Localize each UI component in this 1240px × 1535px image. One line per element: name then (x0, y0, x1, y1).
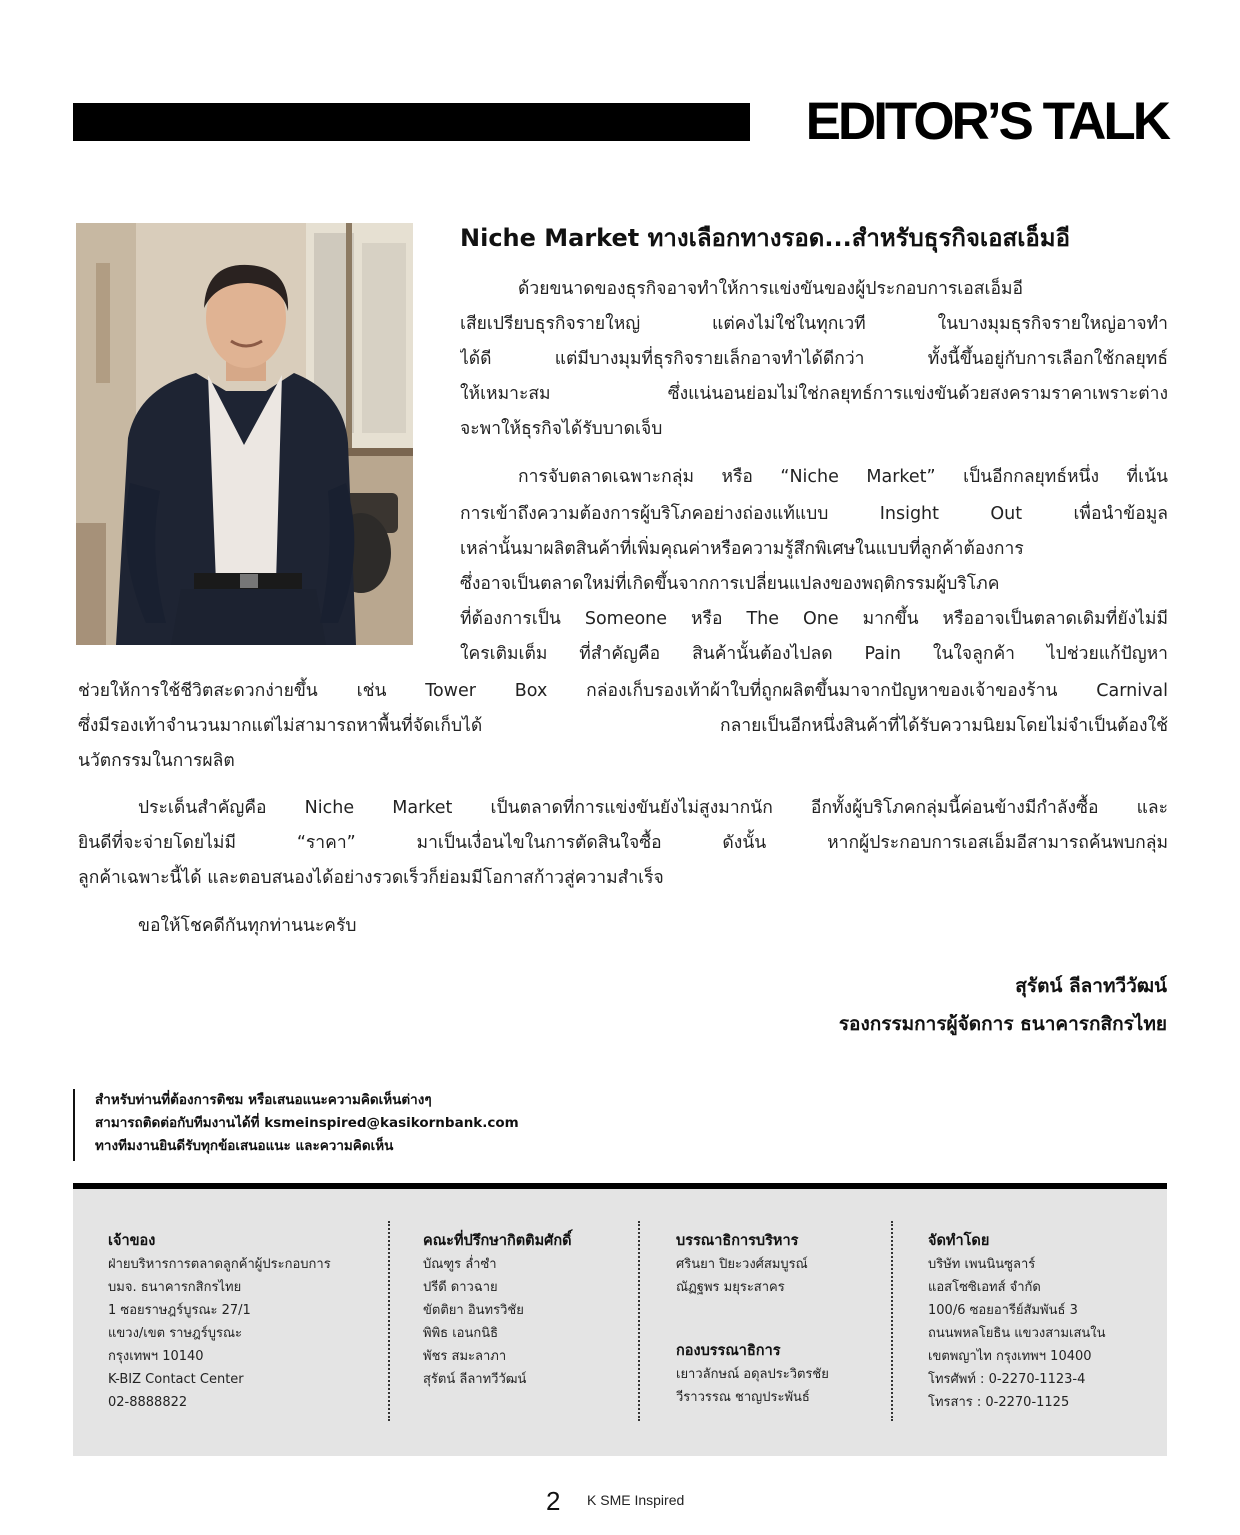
page-number: 2 (546, 1486, 561, 1516)
owner-line: บมจ. ธนาคารกสิกรไทย (108, 1280, 242, 1295)
owner-line: แขวง/เขต ราษฎร์บูรณะ (108, 1326, 243, 1341)
body-line: การจับตลาดเฉพาะกลุ่ม หรือ “Niche Market” เป็นอีกกลยุทธ์หนึ่ง ที่เน้น (518, 467, 1168, 487)
contact-line: สำหรับท่านที่ต้องการติชม หรือเสนอแนะความคิดเห็นต่างๆ (95, 1092, 432, 1108)
body-line: การเข้าถึงความต้องการผู้บริโภคอย่างถ่องแท้แบบ Insight Out เพื่อนำข้อมูล (460, 504, 1168, 524)
producer-line: เขตพญาไท กรุงเทพฯ 10400 (928, 1349, 1092, 1364)
signature-name: สุรัตน์ ลีลาทวีวัฒน์ (1015, 975, 1167, 997)
editor-name: ณัฏฐพร มยุระสาคร (676, 1280, 785, 1295)
advisor-name: บัณฑูร ล่ำซำ (423, 1257, 497, 1272)
owner-column (108, 1229, 331, 1414)
body-line: เสียเปรียบธุรกิจรายใหญ่ แต่คงไม่ใช่ในทุกเวที ในบางมุมธุรกิจรายใหญ่อาจทำ (460, 314, 1168, 334)
producer-column (928, 1229, 1106, 1414)
body-line: ด้วยขนาดของธุรกิจอาจทำให้การแข่งขันของผู้ประกอบการเอสเอ็มอี (518, 279, 1024, 299)
body-line: นวัตกรรมในการผลิต (78, 751, 235, 771)
publication-name: K SME Inspired (587, 1492, 685, 1508)
owner-line: K-BIZ Contact Center (108, 1372, 244, 1387)
producer-line: บริษัท เพนนินซูลาร์ (928, 1257, 1036, 1272)
advisor-name: ขัตติยา อินทรวิชัย (423, 1303, 524, 1318)
advisor-name: พัชร สมะลาภา (423, 1349, 507, 1364)
article-headline: Niche Market ทางเลือกทางรอด...สำหรับธุรกิจเอสเอ็มอี (460, 224, 1071, 252)
editor-portrait-illustration (76, 223, 413, 645)
producer-line: โทรสาร : 0-2270-1125 (928, 1395, 1070, 1410)
contact-line: ทางทีมงานยินดีรับทุกข้อเสนอแนะ และความคิดเห็น (95, 1138, 394, 1154)
masthead-footer (73, 1189, 1167, 1456)
owner-heading: เจ้าของ (108, 1233, 156, 1249)
contact-note (73, 1089, 593, 1161)
contact-line: สามารถติดต่อกับทีมงานได้ที่ ksmeinspired@kasikornbank.com (95, 1115, 519, 1131)
body-line: ประเด็นสำคัญคือ Niche Market เป็นตลาดที่การแข่งขันยังไม่สูงมากนัก อีกทั้งผู้บริโภคกลุ่มนี้ค่อนข้างมีกำลังซื้อ และ (138, 798, 1168, 818)
body-line: ใครเติมเต็ม ที่สำคัญคือ สินค้านั้นต้องไปลด Pain ในใจลูกค้า ไปช่วยแก้ปัญหา (460, 644, 1168, 664)
advisor-name: พิพิธ เอนกนิธิ (423, 1326, 499, 1341)
body-line: ช่วยให้การใช้ชีวิตสะดวกง่ายขึ้น เช่น Tower Box กล่องเก็บรองเท้าผ้าใบที่ถูกผลิตขึ้นมาจากปัญหาของเจ้าของร้าน Carnival (78, 681, 1168, 701)
body-line: ซึ่งอาจเป็นตลาดใหม่ที่เกิดขึ้นจากการเปลี่ยนแปลงของพฤติกรรมผู้บริโภค (460, 574, 1000, 594)
body-line: ลูกค้าเฉพาะนี้ได้ และตอบสนองได้อย่างรวดเร็วก็ย่อมมีโอกาสก้าวสู่ความสำเร็จ (78, 868, 664, 888)
body-line: ที่ต้องการเป็น Someone หรือ The One มากขึ้น หรืออาจเป็นตลาดเดิมที่ยังไม่มี (460, 609, 1168, 629)
advisors-heading: คณะที่ปรึกษากิตติมศักดิ์ (423, 1233, 572, 1249)
advisors-column (423, 1229, 572, 1391)
editor-photo (76, 223, 413, 645)
editors-column (676, 1229, 829, 1409)
advisor-name: ปรีดี ดาวฉาย (423, 1280, 498, 1295)
board-member-name: เยาวลักษณ์ อดุลประวิตรชัย (676, 1367, 829, 1382)
header-bar (73, 103, 750, 141)
section-title: EDITOR’S TALK (805, 92, 1168, 151)
editorial-board-heading: กองบรรณาธิการ (676, 1343, 781, 1359)
owner-line: 1 ซอยราษฎร์บูรณะ 27/1 (108, 1303, 251, 1318)
owner-line: ฝ่ายบริหารการตลาดลูกค้าผู้ประกอบการ (108, 1257, 331, 1272)
body-line: ซึ่งมีรองเท้าจำนวนมากแต่ไม่สามารถหาพื้นที่จัดเก็บได้ กลายเป็นอีกหนึ่งสินค้าที่ได้รับความนิยมโดยไม่จำเป็นต้องใช้ (78, 716, 1168, 736)
owner-line: กรุงเทพฯ 10140 (108, 1349, 204, 1364)
body-line: เหล่านั้นมาผลิตสินค้าที่เพิ่มคุณค่าหรือความรู้สึกพิเศษในแบบที่ลูกค้าต้องการ (460, 539, 1024, 559)
editor-name: ศรินยา ปิยะวงศ์สมบูรณ์ (676, 1257, 808, 1272)
editors-heading: บรรณาธิการบริหาร (676, 1233, 799, 1249)
producer-line: 100/6 ซอยอารีย์สัมพันธ์ 3 (928, 1303, 1078, 1318)
column-divider (638, 1221, 640, 1421)
owner-line: 02-8888822 (108, 1395, 188, 1410)
advisor-name: สุรัตน์ ลีลาทวีวัฒน์ (423, 1372, 527, 1387)
body-line: ยินดีที่จะจ่ายโดยไม่มี “ราคา” มาเป็นเงื่อนไขในการตัดสินใจซื้อ ดังนั้น หากผู้ประกอบการเอสเอ็มอีสามารถค้นพบกลุ่ม (78, 833, 1168, 853)
producer-line: แอสโซซิเอทส์ จำกัด (928, 1280, 1041, 1295)
producer-line: โทรศัพท์ : 0-2270-1123-4 (928, 1372, 1086, 1387)
column-divider (891, 1221, 893, 1421)
board-member-name: วีราวรรณ ชาญประพันธ์ (676, 1390, 810, 1405)
body-line: ให้เหมาะสม ซึ่งแน่นอนย่อมไม่ใช่กลยุทธ์การแข่งขันด้วยสงครามราคาเพราะต่าง (460, 384, 1168, 404)
body-line: จะพาให้ธุรกิจได้รับบาดเจ็บ (460, 419, 663, 439)
signature-title: รองกรรมการผู้จัดการ ธนาคารกสิกรไทย (838, 1013, 1167, 1035)
producer-heading: จัดทำโดย (928, 1233, 990, 1249)
column-divider (388, 1221, 390, 1421)
producer-line: ถนนพหลโยธิน แขวงสามเสนใน (928, 1326, 1106, 1341)
closing-line: ขอให้โชคดีกันทุกท่านนะครับ (138, 916, 357, 936)
body-line: ได้ดี แต่มีบางมุมที่ธุรกิจรายเล็กอาจทำได้ดีกว่า ทั้งนี้ขึ้นอยู่กับการเลือกใช้กลยุทธ์ (460, 349, 1168, 369)
